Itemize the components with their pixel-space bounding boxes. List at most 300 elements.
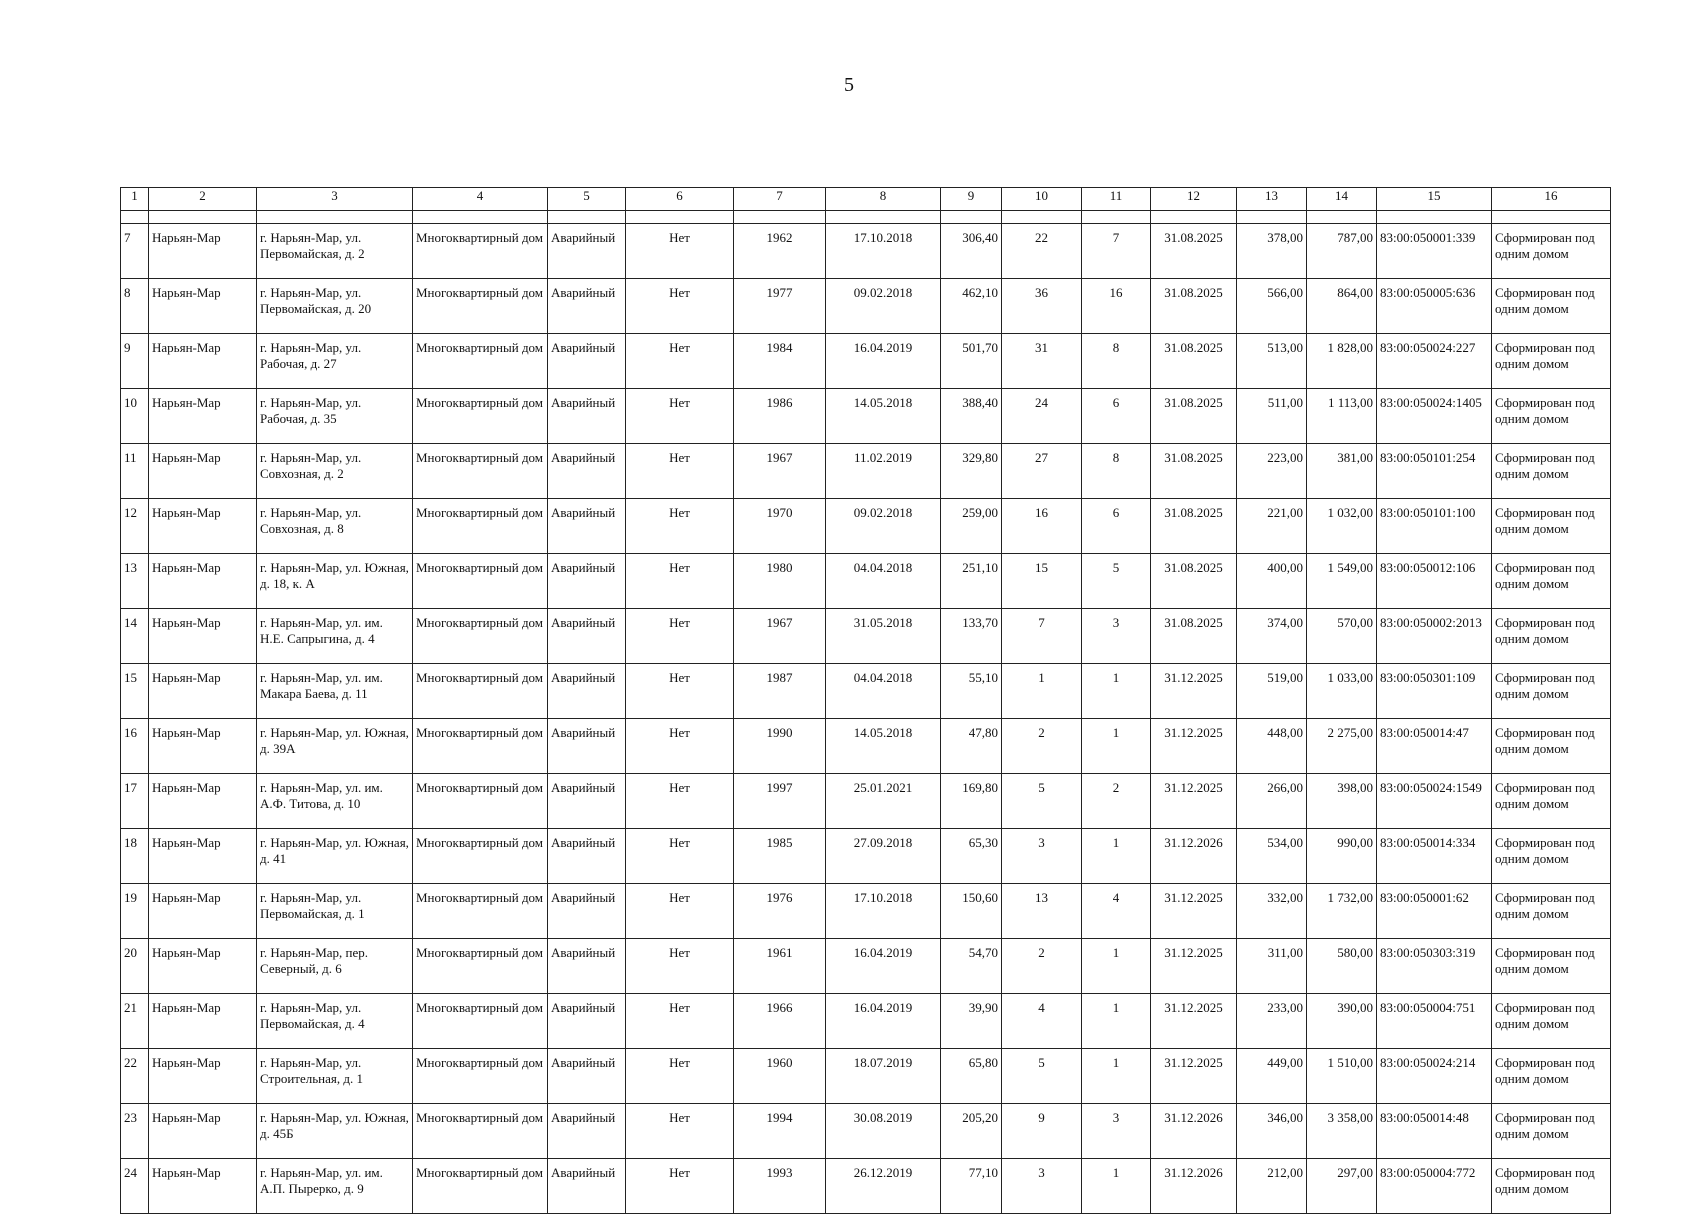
column-14-cell: 1 510,00 (1307, 1049, 1377, 1104)
building-type-cell: Многоквартирный дом (413, 1049, 548, 1104)
address-cell: г. Нарьян-Мар, ул. им. Н.Е. Сапрыгина, д. 4 (257, 609, 413, 664)
deadline-cell: 31.12.2025 (1151, 994, 1237, 1049)
address-cell: г. Нарьян-Мар, ул. Рабочая, д. 27 (257, 334, 413, 389)
status-cell: Аварийный (548, 829, 626, 884)
table-row (121, 1104, 1611, 1159)
year-cell: 1984 (734, 334, 826, 389)
recognition-date-cell: 11.02.2019 (826, 444, 941, 499)
city-cell: Нарьян-Мар (149, 554, 257, 609)
building-type-cell: Многоквартирный дом (413, 884, 548, 939)
column-11-cell: 5 (1082, 554, 1151, 609)
address-cell: г. Нарьян-Мар, пер. Северный, д. 6 (257, 939, 413, 994)
flag-cell: Нет (626, 994, 734, 1049)
column-13-cell: 448,00 (1237, 719, 1307, 774)
column-11-cell: 3 (1082, 1104, 1151, 1159)
cadastral-number-cell: 83:00:050002:2013 (1377, 609, 1492, 664)
column-13-cell: 311,00 (1237, 939, 1307, 994)
recognition-date-cell: 09.02.2018 (826, 499, 941, 554)
flag-cell: Нет (626, 444, 734, 499)
flag-cell: Нет (626, 279, 734, 334)
year-cell: 1980 (734, 554, 826, 609)
column-11-cell: 8 (1082, 444, 1151, 499)
city-cell: Нарьян-Мар (149, 774, 257, 829)
table-row (121, 664, 1611, 719)
column-11-cell: 2 (1082, 774, 1151, 829)
column-14-cell: 390,00 (1307, 994, 1377, 1049)
city-cell: Нарьян-Мар (149, 884, 257, 939)
status-cell: Аварийный (548, 1049, 626, 1104)
column-14-cell: 580,00 (1307, 939, 1377, 994)
row-number-cell: 11 (121, 444, 149, 499)
flag-cell: Нет (626, 664, 734, 719)
city-cell: Нарьян-Мар (149, 829, 257, 884)
year-cell: 1962 (734, 224, 826, 279)
column-11-cell: 1 (1082, 719, 1151, 774)
address-cell: г. Нарьян-Мар, ул. Южная, д. 18, к. А (257, 554, 413, 609)
year-cell: 1997 (734, 774, 826, 829)
land-plot-note-cell: Сформирован под одним домом (1492, 884, 1611, 939)
column-10-cell: 22 (1002, 224, 1082, 279)
spacer-cell (149, 211, 257, 224)
status-cell: Аварийный (548, 554, 626, 609)
row-number-cell: 7 (121, 224, 149, 279)
column-14-cell: 3 358,00 (1307, 1104, 1377, 1159)
column-14-cell: 1 549,00 (1307, 554, 1377, 609)
table-row (121, 609, 1611, 664)
column-10-cell: 24 (1002, 389, 1082, 444)
deadline-cell: 31.08.2025 (1151, 554, 1237, 609)
address-cell: г. Нарьян-Мар, ул. им. А.П. Пырерко, д. 9 (257, 1159, 413, 1214)
year-cell: 1961 (734, 939, 826, 994)
flag-cell: Нет (626, 554, 734, 609)
spacer-cell (1151, 211, 1237, 224)
column-13-cell: 534,00 (1237, 829, 1307, 884)
address-cell: г. Нарьян-Мар, ул. Южная, д. 45Б (257, 1104, 413, 1159)
address-cell: г. Нарьян-Мар, ул. Первомайская, д. 4 (257, 994, 413, 1049)
row-number-cell: 10 (121, 389, 149, 444)
cadastral-number-cell: 83:00:050101:100 (1377, 499, 1492, 554)
column-10-cell: 13 (1002, 884, 1082, 939)
recognition-date-cell: 25.01.2021 (826, 774, 941, 829)
spacer-cell (1377, 211, 1492, 224)
deadline-cell: 31.08.2025 (1151, 499, 1237, 554)
column-14-cell: 990,00 (1307, 829, 1377, 884)
flag-cell: Нет (626, 774, 734, 829)
recognition-date-cell: 16.04.2019 (826, 334, 941, 389)
status-cell: Аварийный (548, 609, 626, 664)
column-header-13: 13 (1237, 188, 1307, 211)
table-row (121, 1049, 1611, 1104)
land-plot-note-cell: Сформирован под одним домом (1492, 829, 1611, 884)
table-row (121, 939, 1611, 994)
address-cell: г. Нарьян-Мар, ул. Южная, д. 41 (257, 829, 413, 884)
land-plot-note-cell: Сформирован под одним домом (1492, 554, 1611, 609)
column-11-cell: 7 (1082, 224, 1151, 279)
row-number-cell: 23 (121, 1104, 149, 1159)
cadastral-number-cell: 83:00:050004:772 (1377, 1159, 1492, 1214)
year-cell: 1993 (734, 1159, 826, 1214)
recognition-date-cell: 04.04.2018 (826, 554, 941, 609)
table-row (121, 224, 1611, 279)
building-type-cell: Многоквартирный дом (413, 939, 548, 994)
flag-cell: Нет (626, 499, 734, 554)
deadline-cell: 31.12.2025 (1151, 939, 1237, 994)
flag-cell: Нет (626, 224, 734, 279)
column-13-cell: 378,00 (1237, 224, 1307, 279)
cadastral-number-cell: 83:00:050014:47 (1377, 719, 1492, 774)
deadline-cell: 31.12.2025 (1151, 774, 1237, 829)
status-cell: Аварийный (548, 884, 626, 939)
deadline-cell: 31.12.2025 (1151, 664, 1237, 719)
city-cell: Нарьян-Мар (149, 609, 257, 664)
column-number-row (121, 188, 1611, 211)
table-row (121, 1159, 1611, 1214)
land-plot-note-cell: Сформирован под одним домом (1492, 719, 1611, 774)
city-cell: Нарьян-Мар (149, 389, 257, 444)
area-cell: 55,10 (941, 664, 1002, 719)
cadastral-number-cell: 83:00:050004:751 (1377, 994, 1492, 1049)
row-number-cell: 9 (121, 334, 149, 389)
building-type-cell: Многоквартирный дом (413, 829, 548, 884)
column-14-cell: 2 275,00 (1307, 719, 1377, 774)
status-cell: Аварийный (548, 444, 626, 499)
column-10-cell: 2 (1002, 719, 1082, 774)
column-11-cell: 1 (1082, 664, 1151, 719)
row-number-cell: 24 (121, 1159, 149, 1214)
year-cell: 1977 (734, 279, 826, 334)
recognition-date-cell: 14.05.2018 (826, 719, 941, 774)
area-cell: 39,90 (941, 994, 1002, 1049)
deadline-cell: 31.12.2025 (1151, 884, 1237, 939)
area-cell: 388,40 (941, 389, 1002, 444)
column-14-cell: 570,00 (1307, 609, 1377, 664)
column-header-5: 5 (548, 188, 626, 211)
recognition-date-cell: 31.05.2018 (826, 609, 941, 664)
column-13-cell: 212,00 (1237, 1159, 1307, 1214)
column-13-cell: 223,00 (1237, 444, 1307, 499)
status-cell: Аварийный (548, 389, 626, 444)
year-cell: 1966 (734, 994, 826, 1049)
land-plot-note-cell: Сформирован под одним домом (1492, 664, 1611, 719)
row-number-cell: 21 (121, 994, 149, 1049)
area-cell: 77,10 (941, 1159, 1002, 1214)
column-11-cell: 4 (1082, 884, 1151, 939)
city-cell: Нарьян-Мар (149, 279, 257, 334)
year-cell: 1985 (734, 829, 826, 884)
status-cell: Аварийный (548, 224, 626, 279)
column-11-cell: 1 (1082, 994, 1151, 1049)
table-row (121, 554, 1611, 609)
city-cell: Нарьян-Мар (149, 939, 257, 994)
table-row (121, 444, 1611, 499)
status-cell: Аварийный (548, 939, 626, 994)
address-cell: г. Нарьян-Мар, ул. Первомайская, д. 1 (257, 884, 413, 939)
row-number-cell: 13 (121, 554, 149, 609)
cadastral-number-cell: 83:00:050024:227 (1377, 334, 1492, 389)
city-cell: Нарьян-Мар (149, 444, 257, 499)
year-cell: 1990 (734, 719, 826, 774)
spacer-cell (941, 211, 1002, 224)
column-13-cell: 400,00 (1237, 554, 1307, 609)
row-number-cell: 20 (121, 939, 149, 994)
table-row (121, 774, 1611, 829)
building-type-cell: Многоквартирный дом (413, 1104, 548, 1159)
land-plot-note-cell: Сформирован под одним домом (1492, 1104, 1611, 1159)
year-cell: 1987 (734, 664, 826, 719)
spacer-cell (734, 211, 826, 224)
area-cell: 329,80 (941, 444, 1002, 499)
recognition-date-cell: 16.04.2019 (826, 994, 941, 1049)
area-cell: 462,10 (941, 279, 1002, 334)
building-type-cell: Многоквартирный дом (413, 499, 548, 554)
land-plot-note-cell: Сформирован под одним домом (1492, 389, 1611, 444)
year-cell: 1967 (734, 444, 826, 499)
flag-cell: Нет (626, 829, 734, 884)
deadline-cell: 31.08.2025 (1151, 609, 1237, 664)
column-header-6: 6 (626, 188, 734, 211)
column-10-cell: 36 (1002, 279, 1082, 334)
area-cell: 150,60 (941, 884, 1002, 939)
address-cell: г. Нарьян-Мар, ул. Совхозная, д. 2 (257, 444, 413, 499)
cadastral-number-cell: 83:00:050001:339 (1377, 224, 1492, 279)
table-body (121, 224, 1611, 1214)
city-cell: Нарьян-Мар (149, 224, 257, 279)
recognition-date-cell: 17.10.2018 (826, 884, 941, 939)
cadastral-number-cell: 83:00:050024:1549 (1377, 774, 1492, 829)
spacer-cell (1492, 211, 1611, 224)
deadline-cell: 31.08.2025 (1151, 444, 1237, 499)
column-14-cell: 1 033,00 (1307, 664, 1377, 719)
page-number: 5 (844, 74, 854, 96)
column-14-cell: 1 113,00 (1307, 389, 1377, 444)
city-cell: Нарьян-Мар (149, 334, 257, 389)
building-type-cell: Многоквартирный дом (413, 1159, 548, 1214)
deadline-cell: 31.12.2026 (1151, 1159, 1237, 1214)
deadline-cell: 31.08.2025 (1151, 334, 1237, 389)
column-11-cell: 16 (1082, 279, 1151, 334)
column-14-cell: 1 732,00 (1307, 884, 1377, 939)
spacer-cell (1002, 211, 1082, 224)
land-plot-note-cell: Сформирован под одним домом (1492, 609, 1611, 664)
status-cell: Аварийный (548, 774, 626, 829)
column-10-cell: 9 (1002, 1104, 1082, 1159)
area-cell: 169,80 (941, 774, 1002, 829)
column-header-11: 11 (1082, 188, 1151, 211)
year-cell: 1994 (734, 1104, 826, 1159)
area-cell: 47,80 (941, 719, 1002, 774)
column-10-cell: 2 (1002, 939, 1082, 994)
area-cell: 133,70 (941, 609, 1002, 664)
city-cell: Нарьян-Мар (149, 719, 257, 774)
city-cell: Нарьян-Мар (149, 994, 257, 1049)
status-cell: Аварийный (548, 499, 626, 554)
row-number-cell: 14 (121, 609, 149, 664)
building-type-cell: Многоквартирный дом (413, 389, 548, 444)
recognition-date-cell: 09.02.2018 (826, 279, 941, 334)
area-cell: 65,80 (941, 1049, 1002, 1104)
column-header-8: 8 (826, 188, 941, 211)
land-plot-note-cell: Сформирован под одним домом (1492, 499, 1611, 554)
flag-cell: Нет (626, 1159, 734, 1214)
area-cell: 205,20 (941, 1104, 1002, 1159)
cadastral-number-cell: 83:00:050014:48 (1377, 1104, 1492, 1159)
area-cell: 65,30 (941, 829, 1002, 884)
table-row (121, 334, 1611, 389)
flag-cell: Нет (626, 1104, 734, 1159)
status-cell: Аварийный (548, 1159, 626, 1214)
column-header-16: 16 (1492, 188, 1611, 211)
cadastral-number-cell: 83:00:050101:254 (1377, 444, 1492, 499)
cadastral-number-cell: 83:00:050024:214 (1377, 1049, 1492, 1104)
column-14-cell: 864,00 (1307, 279, 1377, 334)
column-13-cell: 233,00 (1237, 994, 1307, 1049)
area-cell: 501,70 (941, 334, 1002, 389)
area-cell: 306,40 (941, 224, 1002, 279)
land-plot-note-cell: Сформирован под одним домом (1492, 334, 1611, 389)
cadastral-number-cell: 83:00:050001:62 (1377, 884, 1492, 939)
table-row (121, 279, 1611, 334)
column-13-cell: 346,00 (1237, 1104, 1307, 1159)
status-cell: Аварийный (548, 279, 626, 334)
row-number-cell: 17 (121, 774, 149, 829)
deadline-cell: 31.08.2025 (1151, 224, 1237, 279)
column-11-cell: 6 (1082, 499, 1151, 554)
row-number-cell: 18 (121, 829, 149, 884)
status-cell: Аварийный (548, 664, 626, 719)
column-14-cell: 787,00 (1307, 224, 1377, 279)
city-cell: Нарьян-Мар (149, 664, 257, 719)
column-14-cell: 297,00 (1307, 1159, 1377, 1214)
table-row (121, 719, 1611, 774)
column-header-7: 7 (734, 188, 826, 211)
column-header-15: 15 (1377, 188, 1492, 211)
area-cell: 54,70 (941, 939, 1002, 994)
year-cell: 1970 (734, 499, 826, 554)
column-13-cell: 332,00 (1237, 884, 1307, 939)
column-10-cell: 5 (1002, 774, 1082, 829)
cadastral-number-cell: 83:00:050024:1405 (1377, 389, 1492, 444)
header-spacer-row (121, 211, 1611, 224)
table-row (121, 389, 1611, 444)
address-cell: г. Нарьян-Мар, ул. Строительная, д. 1 (257, 1049, 413, 1104)
column-header-2: 2 (149, 188, 257, 211)
column-header-4: 4 (413, 188, 548, 211)
spacer-cell (257, 211, 413, 224)
building-type-cell: Многоквартирный дом (413, 774, 548, 829)
recognition-date-cell: 16.04.2019 (826, 939, 941, 994)
column-10-cell: 3 (1002, 829, 1082, 884)
address-cell: г. Нарьян-Мар, ул. Первомайская, д. 2 (257, 224, 413, 279)
status-cell: Аварийный (548, 994, 626, 1049)
flag-cell: Нет (626, 389, 734, 444)
table-row (121, 499, 1611, 554)
address-cell: г. Нарьян-Мар, ул. им. А.Ф. Титова, д. 10 (257, 774, 413, 829)
cadastral-number-cell: 83:00:050303:319 (1377, 939, 1492, 994)
year-cell: 1986 (734, 389, 826, 444)
cadastral-number-cell: 83:00:050014:334 (1377, 829, 1492, 884)
land-plot-note-cell: Сформирован под одним домом (1492, 939, 1611, 994)
column-13-cell: 566,00 (1237, 279, 1307, 334)
column-header-9: 9 (941, 188, 1002, 211)
cadastral-number-cell: 83:00:050012:106 (1377, 554, 1492, 609)
table-row (121, 884, 1611, 939)
city-cell: Нарьян-Мар (149, 1049, 257, 1104)
recognition-date-cell: 14.05.2018 (826, 389, 941, 444)
deadline-cell: 31.12.2026 (1151, 829, 1237, 884)
building-type-cell: Многоквартирный дом (413, 994, 548, 1049)
year-cell: 1967 (734, 609, 826, 664)
spacer-cell (548, 211, 626, 224)
column-10-cell: 1 (1002, 664, 1082, 719)
building-type-cell: Многоквартирный дом (413, 224, 548, 279)
deadline-cell: 31.12.2025 (1151, 719, 1237, 774)
column-14-cell: 1 828,00 (1307, 334, 1377, 389)
address-cell: г. Нарьян-Мар, ул. Южная, д. 39А (257, 719, 413, 774)
building-type-cell: Многоквартирный дом (413, 334, 548, 389)
housing-registry-table (120, 187, 1611, 1214)
address-cell: г. Нарьян-Мар, ул. им. Макара Баева, д. 11 (257, 664, 413, 719)
column-10-cell: 3 (1002, 1159, 1082, 1214)
column-13-cell: 266,00 (1237, 774, 1307, 829)
column-14-cell: 381,00 (1307, 444, 1377, 499)
status-cell: Аварийный (548, 334, 626, 389)
address-cell: г. Нарьян-Мар, ул. Рабочая, д. 35 (257, 389, 413, 444)
spacer-cell (121, 211, 149, 224)
flag-cell: Нет (626, 334, 734, 389)
column-header-1: 1 (121, 188, 149, 211)
area-cell: 259,00 (941, 499, 1002, 554)
column-11-cell: 8 (1082, 334, 1151, 389)
recognition-date-cell: 04.04.2018 (826, 664, 941, 719)
row-number-cell: 16 (121, 719, 149, 774)
area-cell: 251,10 (941, 554, 1002, 609)
building-type-cell: Многоквартирный дом (413, 279, 548, 334)
column-14-cell: 1 032,00 (1307, 499, 1377, 554)
year-cell: 1960 (734, 1049, 826, 1104)
address-cell: г. Нарьян-Мар, ул. Первомайская, д. 20 (257, 279, 413, 334)
status-cell: Аварийный (548, 1104, 626, 1159)
spacer-cell (626, 211, 734, 224)
column-11-cell: 1 (1082, 829, 1151, 884)
land-plot-note-cell: Сформирован под одним домом (1492, 444, 1611, 499)
deadline-cell: 31.12.2026 (1151, 1104, 1237, 1159)
column-13-cell: 449,00 (1237, 1049, 1307, 1104)
building-type-cell: Многоквартирный дом (413, 554, 548, 609)
column-14-cell: 398,00 (1307, 774, 1377, 829)
recognition-date-cell: 30.08.2019 (826, 1104, 941, 1159)
flag-cell: Нет (626, 609, 734, 664)
land-plot-note-cell: Сформирован под одним домом (1492, 1159, 1611, 1214)
row-number-cell: 8 (121, 279, 149, 334)
column-10-cell: 27 (1002, 444, 1082, 499)
row-number-cell: 12 (121, 499, 149, 554)
column-11-cell: 6 (1082, 389, 1151, 444)
deadline-cell: 31.08.2025 (1151, 389, 1237, 444)
column-13-cell: 221,00 (1237, 499, 1307, 554)
column-header-3: 3 (257, 188, 413, 211)
column-11-cell: 1 (1082, 939, 1151, 994)
column-header-14: 14 (1307, 188, 1377, 211)
flag-cell: Нет (626, 719, 734, 774)
status-cell: Аварийный (548, 719, 626, 774)
land-plot-note-cell: Сформирован под одним домом (1492, 994, 1611, 1049)
recognition-date-cell: 18.07.2019 (826, 1049, 941, 1104)
column-13-cell: 374,00 (1237, 609, 1307, 664)
building-type-cell: Многоквартирный дом (413, 444, 548, 499)
column-11-cell: 1 (1082, 1159, 1151, 1214)
row-number-cell: 15 (121, 664, 149, 719)
flag-cell: Нет (626, 884, 734, 939)
